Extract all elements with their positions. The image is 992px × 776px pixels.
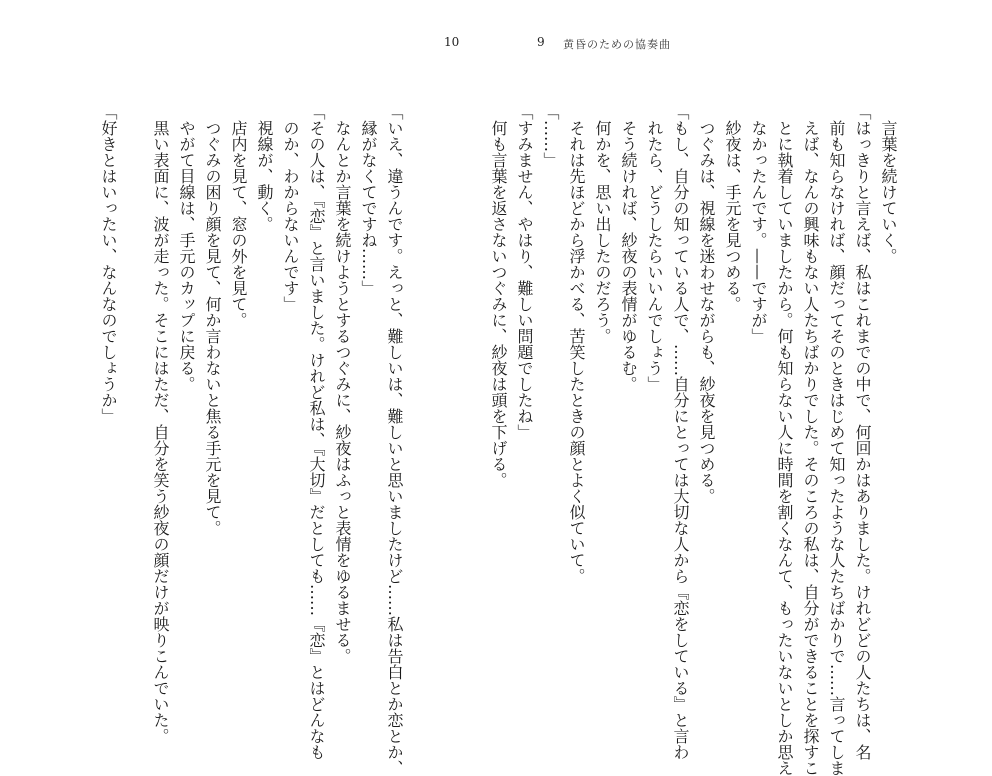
text-column: 前も知らなければ、顔だってそのときはじめて知ったような人たちばかりで……言ってしま bbox=[827, 120, 846, 776]
text-column: そう続ければ、紗夜の表情がゆるむ。 bbox=[619, 120, 638, 392]
text-column bbox=[121, 104, 147, 684]
text-column bbox=[407, 104, 433, 684]
page-number-right: 9 bbox=[537, 35, 545, 49]
text-column: つぐみの困り顔を見て、何か言わないと焦る手元を見て。 bbox=[203, 120, 222, 536]
text-column: れたら、どうしたらいいんでしょう」 bbox=[645, 120, 664, 392]
running-title: 黄昏のための協奏曲 bbox=[563, 38, 671, 51]
page-number-left: 10 bbox=[444, 35, 460, 49]
text-column: 何かを、思い出したのだろう。 bbox=[593, 120, 612, 344]
text-column: 視線が、動く。 bbox=[255, 120, 274, 232]
text-column bbox=[433, 104, 459, 684]
text-column: 「……」 bbox=[541, 104, 560, 168]
text-column: 「はっきりと言えば、私はこれまでの中で、何回かはありました。けれどどの人たちは、名 bbox=[853, 104, 872, 760]
text-column: 縁がなくてですね……」 bbox=[359, 120, 378, 296]
text-column: 「その人は、『恋』と言いました。けれど私は、『大切』だとしても……『恋』とはどんなも bbox=[307, 104, 326, 760]
text-column: 「好きとはいったい、なんなのでしょうか」 bbox=[99, 104, 118, 424]
text-column: 「すみません、やはり、難しい問題でしたね」 bbox=[515, 104, 534, 440]
text-column: えば、なんの興味もない人たちばかりでした。そのころの私は、自分ができることを探すこ bbox=[801, 120, 820, 776]
text-column: 「もし、自分の知っている人で、……自分にとっては大切な人から『恋をしている』と言わ bbox=[671, 104, 690, 760]
text-column: のか、わからないんです」 bbox=[281, 120, 300, 312]
text-column: なかったんです。——ですが」 bbox=[749, 120, 768, 344]
text-column: とに執着していましたから。何も知らない人に時間を割くなんて、もったいないとしか思え bbox=[775, 120, 794, 776]
vertical-text-block bbox=[91, 104, 901, 776]
text-column: つぐみは、視線を迷わせながらも、紗夜を見つめる。 bbox=[697, 120, 716, 504]
text-column: 言葉を続けていく。 bbox=[879, 120, 898, 264]
text-column: 「いえ、違うんです。えっと、難しいは、難しいと思いましたけど……私は告白とか恋とか、 bbox=[385, 104, 404, 776]
text-column: 紗夜は、手元を見つめる。 bbox=[723, 120, 742, 312]
text-column: なんとか言葉を続けようとするつぐみに、紗夜はふっと表情をゆるませる。 bbox=[333, 120, 352, 664]
text-column: それは先ほどから浮かべる、苦笑したときの顔とよく似ていて。 bbox=[567, 120, 586, 584]
text-column: やがて目線は、手元のカップに戻る。 bbox=[177, 120, 196, 392]
text-column bbox=[459, 104, 485, 684]
text-column: 店内を見て、窓の外を見て。 bbox=[229, 120, 248, 328]
text-column: 何も言葉を返さないつぐみに、紗夜は頭を下げる。 bbox=[489, 120, 508, 488]
text-column: 黒い表面に、波が走った。そこにはただ、自分を笑う紗夜の顔だけが映りこんでいた。 bbox=[151, 120, 170, 744]
